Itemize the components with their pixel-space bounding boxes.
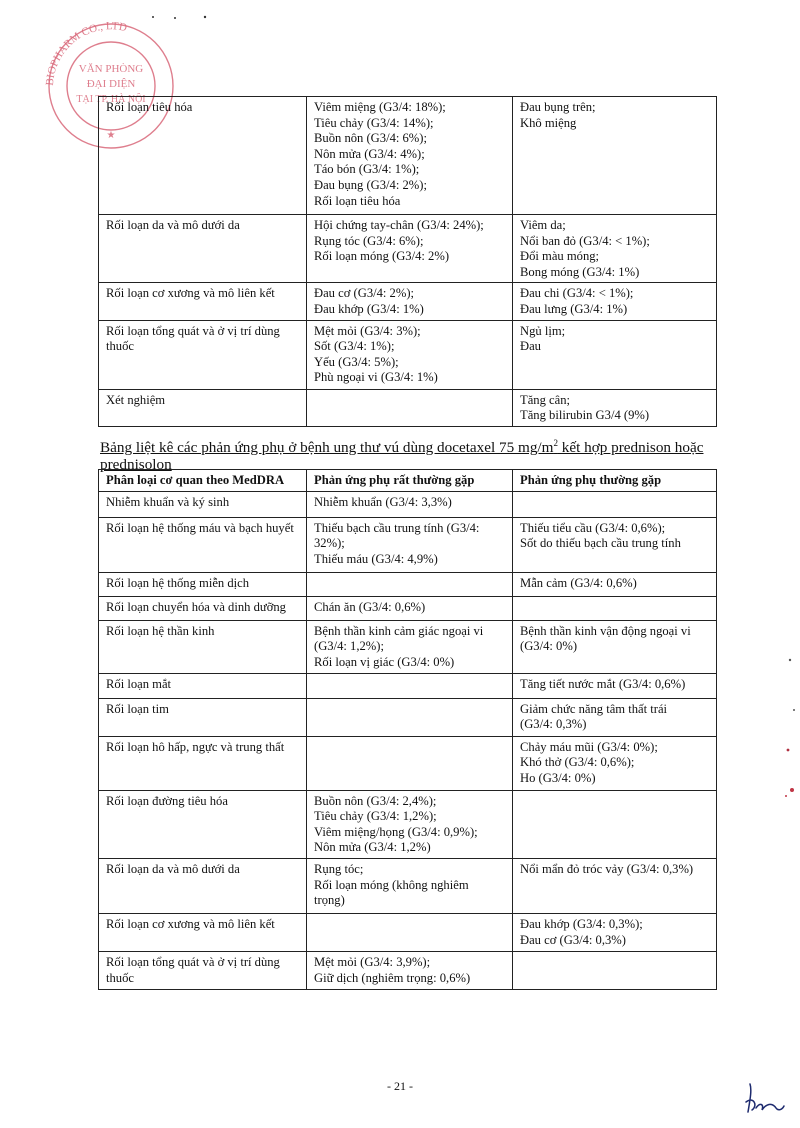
table-row (99, 790, 717, 858)
table2-caption (100, 435, 720, 473)
table2-body (99, 491, 717, 989)
very-common-reaction: Đau khớp (G3/4: 1%) (314, 301, 424, 316)
table-row (99, 596, 717, 620)
very-common-cell (307, 389, 513, 426)
very-common-reaction: Thiếu máu (G3/4: 4,9%) (314, 551, 438, 566)
common-cell (513, 951, 717, 989)
organ-class-text: Rối loạn da và mô dưới da (106, 218, 240, 232)
common-reaction: Đau khớp (G3/4: 0,3%); (520, 916, 643, 931)
very-common-reaction: Viêm miệng (G3/4: 18%); (314, 100, 446, 114)
common-cell (513, 320, 717, 389)
very-common-reaction: Tiêu chảy (G3/4: 1,2%); (314, 809, 437, 824)
stamp-line-3: TẠI TP. HÀ NỘI (76, 94, 146, 105)
very-common-reaction: 32%); (314, 536, 345, 551)
very-common-reaction: Viêm miệng/họng (G3/4: 0,9%); (314, 824, 478, 839)
very-common-reaction: Bệnh thần kinh cảm giác ngoại vi (314, 623, 484, 638)
very-common-reaction: Buồn nôn (G3/4: 6%); (314, 131, 427, 146)
common-cell (513, 913, 717, 951)
very-common-cell (307, 491, 513, 517)
common-cell (513, 517, 717, 572)
very-common-cell (307, 736, 513, 790)
very-common-cell (307, 97, 513, 215)
very-common-reaction: Nôn mửa (G3/4: 1,2%) (314, 840, 431, 855)
common-cell (513, 283, 717, 320)
common-reaction: Giảm chức năng tâm thất trái (520, 701, 668, 716)
common-reaction: Nổi ban đỏ (G3/4: < 1%); (520, 233, 650, 248)
organ-class-cell (99, 698, 307, 736)
very-common-cell (307, 913, 513, 951)
common-cell (513, 620, 717, 673)
table-row (99, 215, 717, 283)
scan-specks (150, 12, 220, 22)
table-row (99, 389, 717, 426)
organ-class-cell (99, 572, 307, 596)
common-reaction: Bệnh thần kinh vận động ngoại vi (520, 623, 691, 638)
table-row (99, 620, 717, 673)
common-cell (513, 97, 717, 215)
organ-class-text: Rối loạn tổng quát và ở vị trí dùng thuốc (106, 954, 280, 985)
common-reaction: Khô miệng (520, 115, 577, 130)
caption-superscript: 2 (553, 438, 558, 448)
page-number: - 21 - (387, 1079, 413, 1093)
common-cell (513, 572, 717, 596)
organ-class-cell (99, 858, 307, 913)
very-common-reaction: Rối loạn vị giác (G3/4: 0%) (314, 654, 455, 669)
organ-class-cell (99, 320, 307, 389)
very-common-reaction: Rụng tóc; (314, 861, 364, 876)
header-very-common: Phản ứng phụ rất thường gặp (307, 470, 513, 492)
organ-class-text: Xét nghiệm (106, 392, 166, 407)
table-row (99, 97, 717, 215)
very-common-cell (307, 858, 513, 913)
common-cell (513, 790, 717, 858)
very-common-reaction: Hội chứng tay-chân (G3/4: 24%); (314, 218, 484, 232)
organ-class-text: Rối loạn da và mô dưới da (106, 861, 240, 876)
common-reaction: Tăng bilirubin G3/4 (9%) (520, 408, 650, 423)
very-common-cell (307, 215, 513, 283)
table-row (99, 913, 717, 951)
table-row (99, 673, 717, 698)
common-cell (513, 491, 717, 517)
organ-class-cell (99, 97, 307, 215)
very-common-reaction: Rối loạn móng (G3/4: 2%) (314, 249, 450, 264)
very-common-reaction: Rối loạn tiêu hóa (314, 193, 401, 208)
very-common-reaction: Táo bón (G3/4: 1%); (314, 162, 420, 177)
organ-class-cell (99, 215, 307, 283)
very-common-reaction: Mệt mỏi (G3/4: 3,9%); (314, 954, 431, 969)
table-row (99, 951, 717, 989)
svg-text:★: ★ (106, 130, 116, 141)
table1-body (99, 97, 717, 427)
very-common-reaction: Yếu (G3/4: 5%); (314, 354, 399, 369)
organ-class-cell (99, 389, 307, 426)
common-reaction: Thiếu tiểu cầu (G3/4: 0,6%); (520, 520, 666, 535)
common-reaction: (G3/4: 0,3%) (520, 717, 587, 732)
common-reaction: Đổi màu móng; (520, 249, 600, 264)
very-common-reaction: (G3/4: 1,2%); (314, 639, 384, 654)
table-row (99, 858, 717, 913)
common-reaction: Viêm da; (520, 218, 566, 232)
very-common-reaction: Sốt (G3/4: 1%); (314, 339, 395, 354)
organ-class-cell (99, 736, 307, 790)
common-cell (513, 215, 717, 283)
very-common-reaction: Chán ăn (G3/4: 0,6%) (314, 599, 426, 614)
header-organ-class: Phân loại cơ quan theo MedDRA (99, 470, 307, 492)
organ-class-text: Rối loạn cơ xương và mô liên kết (106, 916, 275, 931)
common-cell (513, 596, 717, 620)
handwritten-signature (738, 1080, 788, 1120)
very-common-reaction: Mệt mỏi (G3/4: 3%); (314, 323, 421, 338)
very-common-reaction: Giữ dịch (nghiêm trọng: 0,6%) (314, 970, 471, 985)
adverse-reactions-table-continued (98, 96, 717, 427)
common-reaction: Đau lưng (G3/4: 1%) (520, 301, 628, 316)
common-reaction: Đau (520, 339, 541, 354)
organ-class-text: Rối loạn tim (106, 701, 169, 716)
table-row (99, 698, 717, 736)
table-header-row (99, 470, 717, 492)
organ-class-cell (99, 790, 307, 858)
table-row (99, 283, 717, 320)
organ-class-cell (99, 491, 307, 517)
common-reaction: Sốt do thiếu bạch cầu trung tính (520, 536, 681, 551)
very-common-cell (307, 320, 513, 389)
very-common-cell (307, 790, 513, 858)
table-row (99, 517, 717, 572)
very-common-reaction: Phù ngoại vi (G3/4: 1%) (314, 370, 438, 385)
very-common-reaction: trọng) (314, 893, 345, 908)
common-reaction: (G3/4: 0%) (520, 639, 578, 654)
organ-class-text: Rối loạn hệ thống miễn dịch (106, 575, 250, 590)
very-common-cell (307, 572, 513, 596)
common-cell (513, 858, 717, 913)
very-common-cell (307, 673, 513, 698)
organ-class-cell (99, 620, 307, 673)
table-row (99, 572, 717, 596)
organ-class-text: Rối loạn tổng quát và ở vị trí dùng thuốc (106, 323, 280, 354)
common-reaction: Bong móng (G3/4: 1%) (520, 264, 640, 279)
common-reaction: Khó thở (G3/4: 0,6%); (520, 755, 635, 770)
organ-class-text: Rối loạn đường tiêu hóa (106, 793, 228, 808)
common-reaction: Ho (G3/4: 0%) (520, 770, 596, 785)
common-reaction: Ngủ lịm; (520, 323, 566, 338)
common-reaction: Đau chi (G3/4: < 1%); (520, 286, 634, 301)
very-common-cell (307, 517, 513, 572)
very-common-reaction: Tiêu chảy (G3/4: 14%); (314, 115, 434, 130)
organ-class-text: Rối loạn mắt (106, 676, 172, 691)
common-reaction: Đau bụng trên; (520, 100, 596, 114)
common-reaction: Đau cơ (G3/4: 0,3%) (520, 932, 626, 947)
very-common-cell (307, 620, 513, 673)
very-common-reaction: Đau cơ (G3/4: 2%); (314, 286, 415, 301)
table-row (99, 736, 717, 790)
organ-class-text: Rối loạn cơ xương và mô liên kết (106, 286, 275, 301)
organ-class-cell (99, 283, 307, 320)
organ-class-text: Rối loạn hệ thần kinh (106, 623, 215, 638)
very-common-cell (307, 596, 513, 620)
common-reaction: Tăng tiết nước mắt (G3/4: 0,6%) (520, 676, 686, 691)
very-common-cell (307, 951, 513, 989)
very-common-reaction: Nhiễm khuẩn (G3/4: 3,3%) (314, 494, 452, 509)
svg-text:BIOPHARM CO., LTD (44, 20, 128, 86)
common-cell (513, 389, 717, 426)
common-reaction: Tăng cân; (520, 392, 570, 407)
organ-class-text: Rối loạn hô hấp, ngực và trung thất (106, 739, 285, 754)
table-row (99, 320, 717, 389)
organ-class-cell (99, 913, 307, 951)
very-common-reaction: Đau bụng (G3/4: 2%); (314, 177, 427, 192)
header-common: Phản ứng phụ thường gặp (513, 470, 717, 492)
organ-class-text: Nhiễm khuẩn và ký sinh (106, 494, 230, 509)
common-cell (513, 698, 717, 736)
very-common-reaction: Thiếu bạch cầu trung tính (G3/4: (314, 520, 480, 535)
common-cell (513, 736, 717, 790)
very-common-reaction: Nôn mửa (G3/4: 4%); (314, 146, 425, 161)
organ-class-text: Rối loạn chuyển hóa và dinh dưỡng (106, 599, 286, 614)
common-reaction: Chảy máu mũi (G3/4: 0%); (520, 739, 658, 754)
organ-class-cell (99, 517, 307, 572)
table-row (99, 491, 717, 517)
stamp-line-1: VĂN PHÒNG (78, 63, 144, 75)
organ-class-cell (99, 951, 307, 989)
organ-class-text: Rối loạn hệ thống máu và bạch huyết (106, 520, 294, 535)
caption-text-after: kết hợp prednison hoặc prednisolon (100, 439, 704, 474)
stamp-line-2: ĐẠI DIỆN (86, 78, 136, 90)
very-common-reaction: Rối loạn móng (không nghiêm (314, 877, 469, 892)
organ-class-cell (99, 596, 307, 620)
common-cell (513, 673, 717, 698)
scan-edge-marks (770, 640, 800, 810)
stamp-arc-text: BIOPHARM CO., LTD (43, 20, 128, 87)
caption-text-before: Bảng liệt kê các phản ứng phụ ở bệnh ung thư vú dùng docetaxel 75 mg/m (100, 439, 554, 457)
prostate-docetaxel-adverse-reactions-table (98, 469, 717, 990)
common-reaction: Nổi mẩn đỏ tróc vảy (G3/4: 0,3%) (520, 861, 694, 876)
common-reaction: Mẫn cảm (G3/4: 0,6%) (520, 575, 637, 590)
very-common-reaction: Rụng tóc (G3/4: 6%); (314, 233, 424, 248)
organ-class-cell (99, 673, 307, 698)
organ-class-text: Rối loạn tiêu hóa (106, 100, 193, 114)
very-common-cell (307, 698, 513, 736)
very-common-cell (307, 283, 513, 320)
very-common-reaction: Buồn nôn (G3/4: 2,4%); (314, 793, 437, 808)
